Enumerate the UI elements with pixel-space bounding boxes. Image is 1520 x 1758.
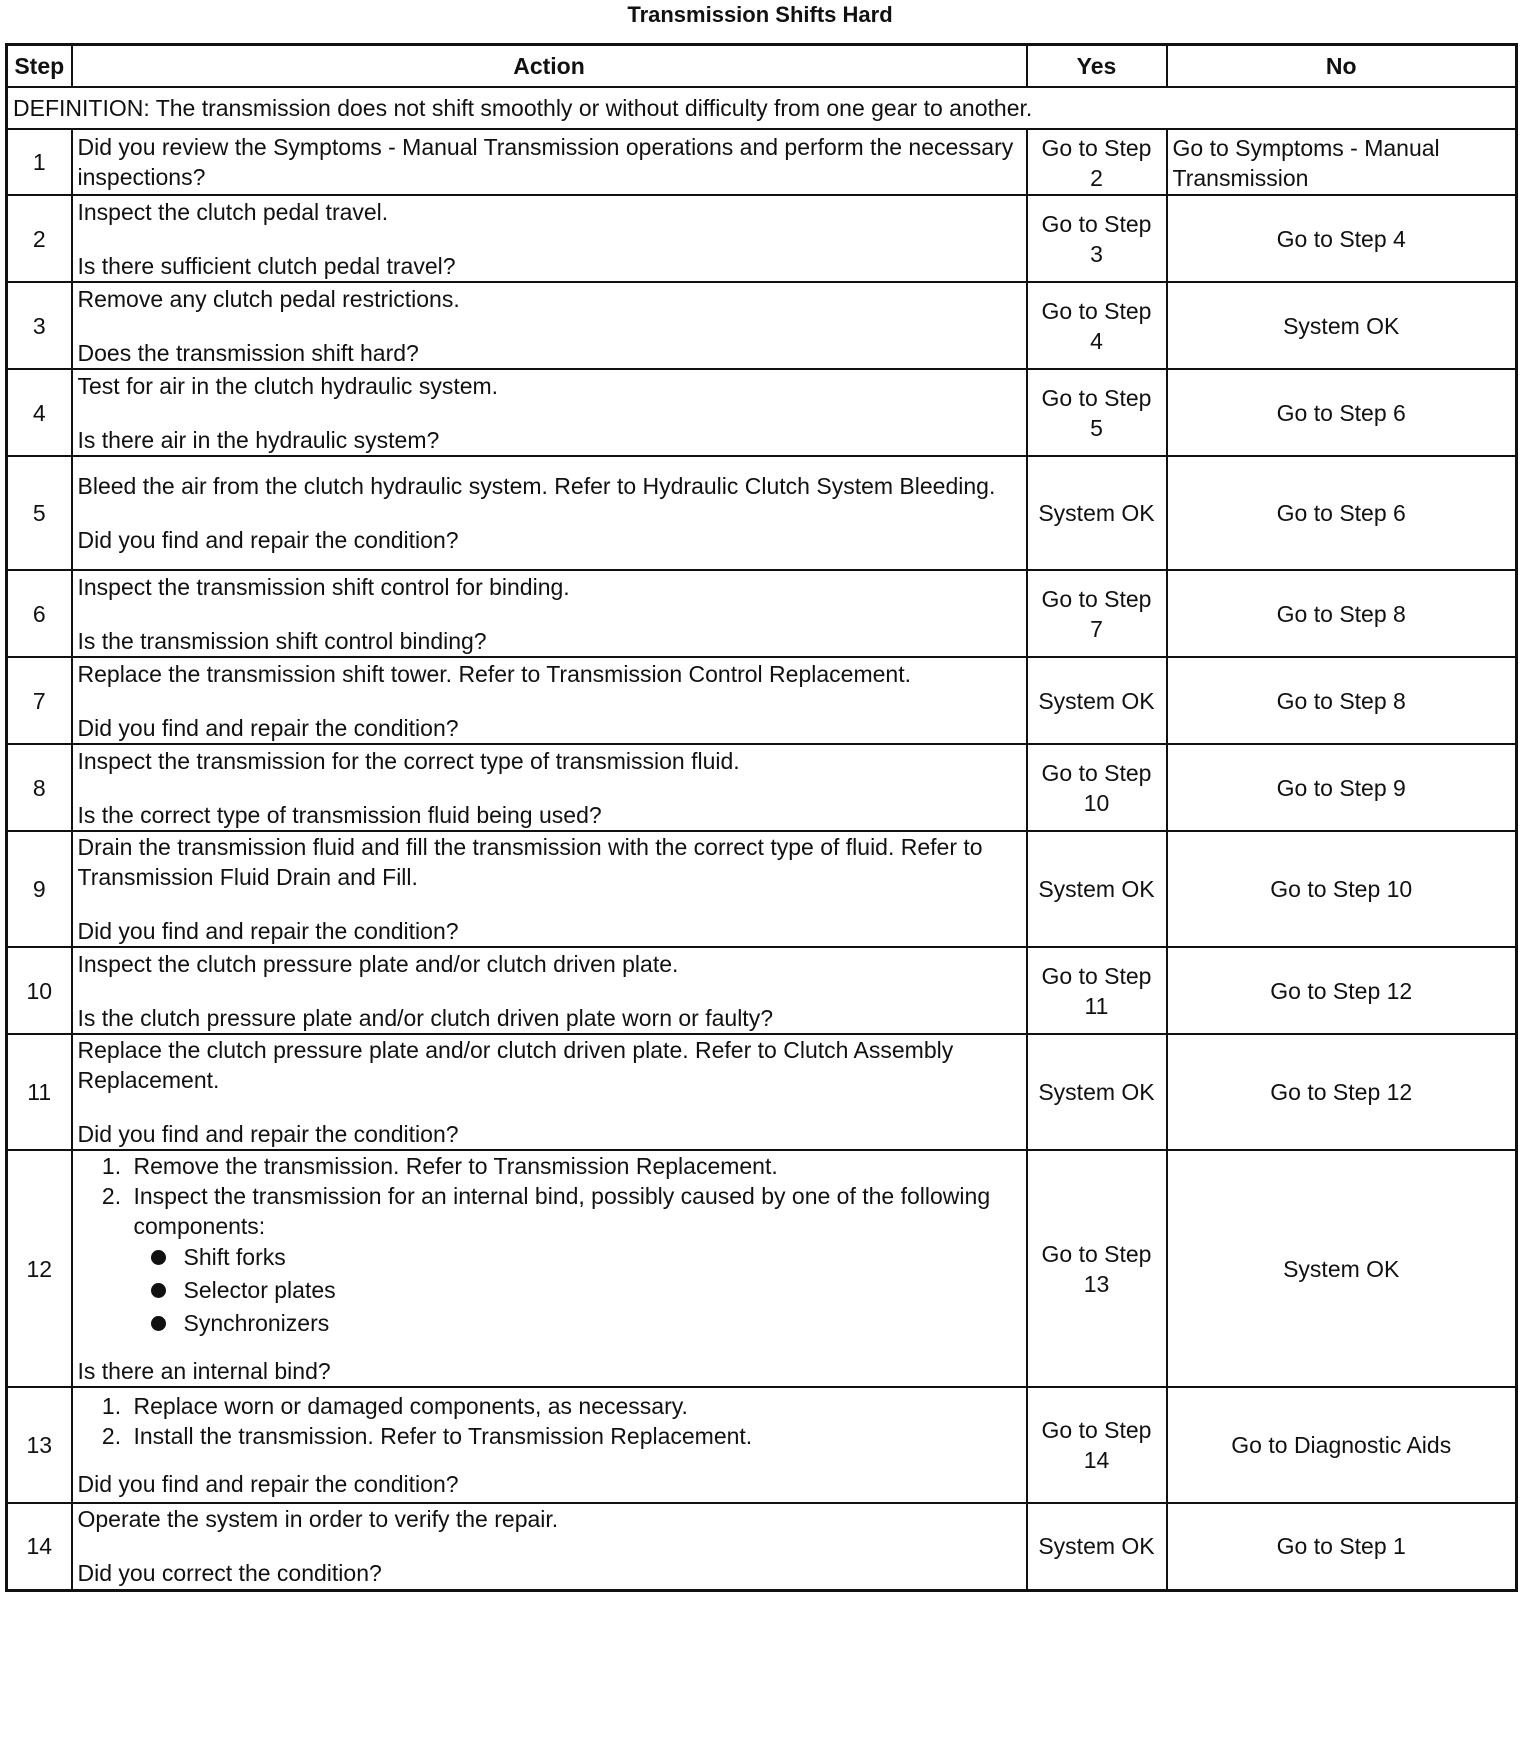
table-row xyxy=(7,947,1517,1034)
yes-result: Go to Step 7 xyxy=(1027,570,1167,657)
component-item: Shift forks xyxy=(179,1241,1021,1274)
yes-result: Go to Step 11 xyxy=(1027,947,1167,1034)
action-text: Inspect the transmission shift control for binding. xyxy=(77,573,570,600)
action-text: Did you review the Symptoms - Manual Transmission operations and perform the necessary inspections? xyxy=(72,129,1027,195)
question-text: Is there sufficient clutch pedal travel? xyxy=(77,252,456,279)
step-number: 6 xyxy=(7,570,72,657)
step-number: 3 xyxy=(7,282,72,369)
header-no: No xyxy=(1167,45,1517,88)
question-text: Is the correct type of transmission fluid being used? xyxy=(77,801,602,828)
no-result: Go to Diagnostic Aids xyxy=(1167,1387,1517,1503)
yes-result: Go to Step 3 xyxy=(1027,195,1167,282)
yes-result: System OK xyxy=(1027,831,1167,947)
question-text: Is there an internal bind? xyxy=(77,1358,331,1384)
header-step: Step xyxy=(7,45,72,88)
component-item: Synchronizers xyxy=(179,1307,1021,1340)
no-result: Go to Step 1 xyxy=(1167,1503,1517,1590)
question-text: Did you find and repair the condition? xyxy=(77,714,459,741)
table-row xyxy=(7,570,1517,657)
no-result: Go to Step 8 xyxy=(1167,657,1517,744)
list-item xyxy=(128,1181,1021,1340)
action-text: Replace the clutch pressure plate and/or clutch driven plate. Refer to Clutch Assembly Replacement. xyxy=(77,1037,954,1093)
action-text: Inspect the transmission for the correct type of transmission fluid. xyxy=(77,747,740,774)
list-item: 1. Remove the transmission. Refer to Transmission Replacement. xyxy=(128,1151,1021,1181)
no-result: Go to Step 6 xyxy=(1167,456,1517,570)
list-item-text: Inspect the transmission for an internal bind, possibly caused by one of the following components: xyxy=(133,1183,991,1239)
numbered-list xyxy=(78,1151,1021,1340)
step-number: 2 xyxy=(7,195,72,282)
table-row xyxy=(7,1387,1517,1503)
definition-row xyxy=(7,87,1517,129)
yes-result: Go to Step 14 xyxy=(1027,1387,1167,1503)
step-number: 10 xyxy=(7,947,72,1034)
yes-result: System OK xyxy=(1027,456,1167,570)
component-item: Selector plates xyxy=(179,1274,1021,1307)
table-row xyxy=(7,657,1517,744)
table-row xyxy=(7,282,1517,369)
question-text: Is the clutch pressure plate and/or clutch driven plate worn or faulty? xyxy=(77,1004,773,1031)
step-number: 9 xyxy=(7,831,72,947)
step-number: 14 xyxy=(7,1503,72,1590)
yes-result: Go to Step 4 xyxy=(1027,282,1167,369)
no-result: System OK xyxy=(1167,282,1517,369)
step-number: 5 xyxy=(7,456,72,570)
action-text: Replace the transmission shift tower. Refer to Transmission Control Replacement. xyxy=(77,660,911,687)
question-text: Did you find and repair the condition? xyxy=(77,1121,459,1147)
table-row xyxy=(7,369,1517,456)
no-result: Go to Symptoms - Manual Transmission xyxy=(1167,129,1517,195)
yes-result: Go to Step 13 xyxy=(1027,1150,1167,1387)
yes-result: Go to Step 5 xyxy=(1027,369,1167,456)
diagnostic-table xyxy=(5,43,1518,1592)
question-text: Is there air in the hydraulic system? xyxy=(77,426,440,453)
step-number: 1 xyxy=(7,129,72,195)
table-row xyxy=(7,195,1517,282)
no-result: Go to Step 9 xyxy=(1167,744,1517,831)
no-result: Go to Step 12 xyxy=(1167,947,1517,1034)
step-number: 4 xyxy=(7,369,72,456)
yes-result: Go to Step 2 xyxy=(1027,129,1167,195)
yes-result: System OK xyxy=(1027,657,1167,744)
step-number: 12 xyxy=(7,1150,72,1387)
table-row xyxy=(7,1503,1517,1590)
step-number: 13 xyxy=(7,1387,72,1503)
action-text: Bleed the air from the clutch hydraulic system. Refer to Hydraulic Clutch System Bleeding. xyxy=(77,473,996,499)
action-text: Drain the transmission fluid and fill the transmission with the correct type of fluid. Refer to Transmission Fluid Drain and Fill. xyxy=(77,834,983,890)
step-number: 8 xyxy=(7,744,72,831)
action-text: Inspect the clutch pressure plate and/or clutch driven plate. xyxy=(77,950,679,977)
no-result: Go to Step 12 xyxy=(1167,1034,1517,1150)
question-text: Did you find and repair the condition? xyxy=(77,1471,459,1497)
question-text: Is the transmission shift control binding? xyxy=(77,627,487,654)
yes-result: Go to Step 10 xyxy=(1027,744,1167,831)
list-item: 2. Install the transmission. Refer to Transmission Replacement. xyxy=(128,1421,1021,1451)
action-text: Remove any clutch pedal restrictions. xyxy=(77,285,460,312)
step-number: 11 xyxy=(7,1034,72,1150)
step-number: 7 xyxy=(7,657,72,744)
table-row xyxy=(7,456,1517,570)
header-row xyxy=(7,45,1517,88)
no-result: Go to Step 10 xyxy=(1167,831,1517,947)
definition-text: DEFINITION: The transmission does not shift smoothly or without difficulty from one gear to another. xyxy=(7,87,1517,129)
page-title: Transmission Shifts Hard xyxy=(627,2,893,27)
component-list xyxy=(134,1241,1021,1340)
no-result: Go to Step 8 xyxy=(1167,570,1517,657)
yes-result: System OK xyxy=(1027,1034,1167,1150)
numbered-list xyxy=(78,1391,1021,1451)
table-row xyxy=(7,831,1517,947)
yes-result: System OK xyxy=(1027,1503,1167,1590)
header-yes: Yes xyxy=(1027,45,1167,88)
action-text: Inspect the clutch pedal travel. xyxy=(77,198,389,225)
no-result: System OK xyxy=(1167,1150,1517,1387)
table-row xyxy=(7,1034,1517,1150)
no-result: Go to Step 6 xyxy=(1167,369,1517,456)
no-result: Go to Step 4 xyxy=(1167,195,1517,282)
action-text: Test for air in the clutch hydraulic system. xyxy=(77,372,499,399)
table-row xyxy=(7,1150,1517,1387)
question-text: Does the transmission shift hard? xyxy=(77,339,419,366)
table-row xyxy=(7,744,1517,831)
header-action: Action xyxy=(72,45,1027,88)
table-row xyxy=(7,129,1517,195)
question-text: Did you find and repair the condition? xyxy=(77,918,459,944)
list-item: 1. Replace worn or damaged components, as necessary. xyxy=(128,1391,1021,1421)
action-text: Operate the system in order to verify the repair. xyxy=(77,1506,559,1533)
question-text: Did you correct the condition? xyxy=(77,1560,382,1587)
question-text: Did you find and repair the condition? xyxy=(77,527,459,553)
